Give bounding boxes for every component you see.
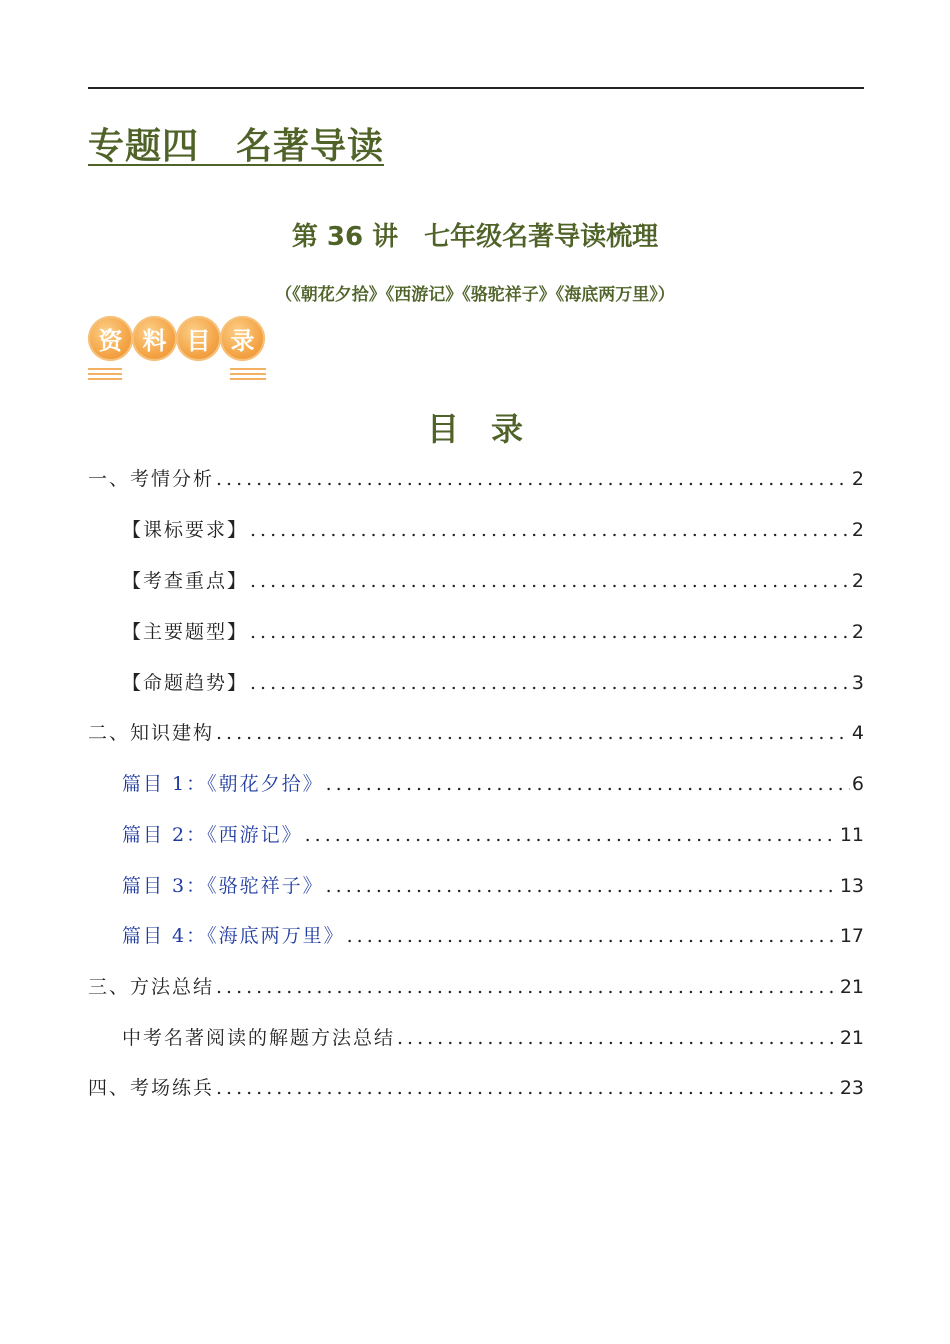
toc-entry[interactable] — [88, 718, 864, 744]
books-subtitle: （《朝花夕拾》《西游记》《骆驼祥子》《海底两万里》） — [275, 285, 675, 305]
toc-entry-label: 一、考情分析 — [88, 468, 215, 490]
toc-leader-dots — [326, 773, 850, 795]
badge-char: 资 — [88, 316, 133, 361]
topic-title: 专题四 名著导读 — [88, 126, 385, 167]
toc-entry-label: 【主要题型】 — [122, 621, 249, 643]
toc-entry-label: 篇目 3：《骆驼祥子》 — [122, 875, 324, 897]
toc-entry[interactable] — [122, 515, 864, 541]
toc-entry-page: 21 — [839, 1027, 864, 1049]
toc-entry-label: 中考名著阅读的解题方法总结 — [122, 1027, 396, 1049]
toc-entry-page: 4 — [851, 722, 864, 744]
toc-entry[interactable] — [122, 1023, 864, 1049]
badge-stripe — [230, 373, 266, 375]
resource-directory-badge — [88, 313, 272, 377]
toc-entry-link[interactable] — [122, 820, 864, 846]
badge-stripe — [230, 368, 266, 370]
badge-stripe — [88, 368, 122, 370]
toc-leader-dots — [216, 722, 850, 744]
toc-entry-link[interactable] — [122, 921, 864, 947]
toc-entry-label: 四、考场练兵 — [88, 1077, 215, 1099]
toc-entry-label: 篇目 2：《西游记》 — [122, 824, 303, 846]
toc-entry-page: 2 — [851, 621, 864, 643]
toc-entry-label: 【课标要求】 — [122, 519, 249, 541]
toc-entry[interactable] — [122, 617, 864, 643]
toc-entry[interactable] — [122, 566, 864, 592]
toc-leader-dots — [250, 672, 850, 694]
badge-char: 录 — [220, 316, 265, 361]
toc-leader-dots — [250, 621, 850, 643]
badge-char: 目 — [176, 316, 221, 361]
toc-entry-page: 2 — [851, 519, 864, 541]
toc-entry[interactable] — [88, 464, 864, 490]
lecture-title: 第 36 讲 七年级名著导读梳理 — [291, 222, 659, 252]
toc-entry-label: 【命题趋势】 — [122, 672, 249, 694]
toc-entry-link[interactable] — [122, 871, 864, 897]
toc-entry-page: 6 — [851, 773, 864, 795]
toc-entry-page: 11 — [839, 824, 864, 846]
badge-stripe — [88, 378, 122, 380]
toc-leader-dots — [397, 1027, 838, 1049]
header-rule — [88, 87, 864, 89]
toc-entry-page: 3 — [851, 672, 864, 694]
toc-leader-dots — [216, 468, 850, 490]
toc-leader-dots — [250, 519, 850, 541]
toc-leader-dots — [216, 976, 838, 998]
toc-leader-dots — [216, 1077, 838, 1099]
toc-entry-page: 2 — [851, 468, 864, 490]
toc-leader-dots — [347, 925, 838, 947]
toc-entry[interactable] — [88, 1073, 864, 1099]
badge-stripe — [88, 373, 122, 375]
toc-leader-dots — [326, 875, 838, 897]
toc-entry[interactable] — [122, 668, 864, 694]
toc-entry-page: 21 — [839, 976, 864, 998]
toc-entry-label: 二、知识建构 — [88, 722, 215, 744]
toc-entry-page: 13 — [839, 875, 864, 897]
toc-entry-label: 篇目 4：《海底两万里》 — [122, 925, 345, 947]
badge-stripe — [230, 378, 266, 380]
toc-entry-page: 23 — [839, 1077, 864, 1099]
toc-leader-dots — [305, 824, 838, 846]
toc-entry-label: 篇目 1：《朝花夕拾》 — [122, 773, 324, 795]
badge-char: 料 — [132, 316, 177, 361]
toc-entry[interactable] — [88, 972, 864, 998]
toc-entry-label: 【考查重点】 — [122, 570, 249, 592]
toc-title: 目 录 — [426, 410, 523, 448]
toc-leader-dots — [250, 570, 850, 592]
toc-entry-label: 三、方法总结 — [88, 976, 215, 998]
toc-entry-link[interactable] — [122, 769, 864, 795]
toc-entry-page: 2 — [851, 570, 864, 592]
toc-entry-page: 17 — [839, 925, 864, 947]
